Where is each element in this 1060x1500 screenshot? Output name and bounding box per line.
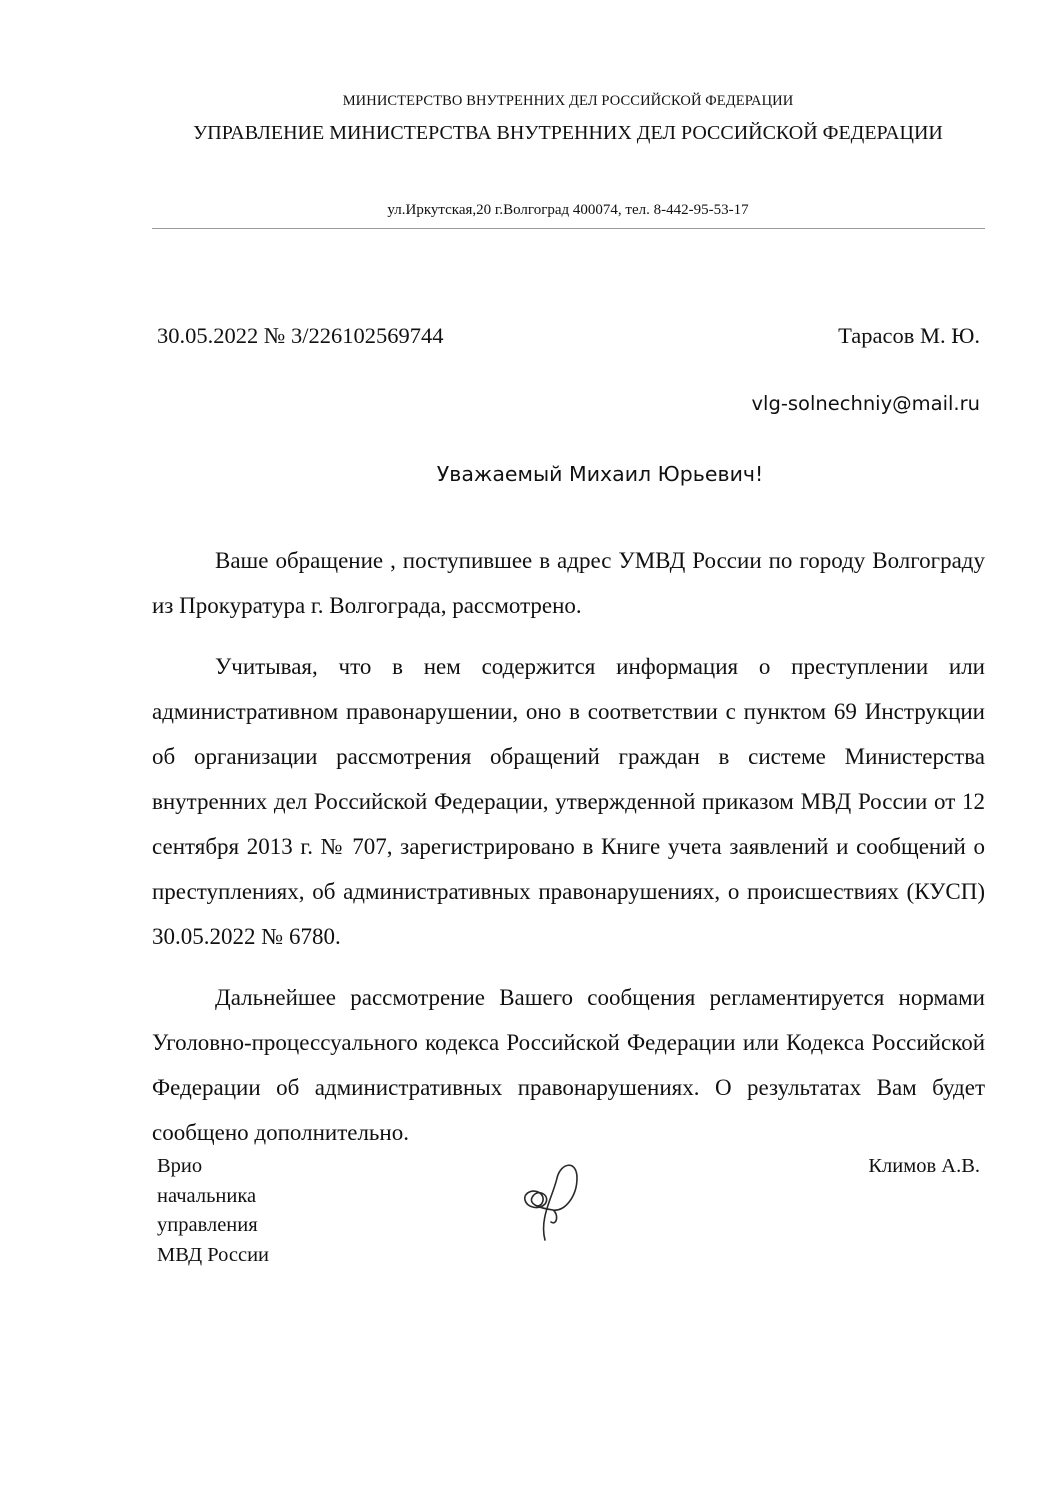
signer-name: Климов А.В. bbox=[868, 1155, 980, 1177]
position-line: Врио bbox=[157, 1155, 203, 1177]
greeting: Уважаемый Михаил Юрьевич! bbox=[436, 462, 764, 486]
handwritten-signature bbox=[487, 1148, 627, 1248]
recipient-email: vlg-solnechniy@mail.ru bbox=[751, 392, 980, 415]
letterhead-address: ул.Иркутская,20 г.Волгоград 400074, тел. 8-442-95-53-17 bbox=[387, 202, 749, 218]
letterhead-divider bbox=[152, 228, 985, 229]
letter-body bbox=[152, 538, 985, 1171]
body-paragraph: Ваше обращение , поступившее в адрес УМВД России по городу Волгограду из Прокуратура г. Волгограда, рассмотрено. bbox=[152, 548, 985, 618]
position-line: МВД России bbox=[157, 1243, 270, 1266]
department-name: УПРАВЛЕНИЕ МИНИСТЕРСТВА ВНУТРЕННИХ ДЕЛ РОССИЙСКОЙ ФЕДЕРАЦИИ bbox=[193, 122, 943, 144]
body-paragraph: Учитывая, что в нем содержится информация о преступлении или административном правонарушении, оно в соответствии с пунктом 69 Инструкции об организации рассмотрения обращений граждан в системе Министерства внутренних дел Российской Федерации, утвержденной приказом МВД России от 12 сентября 2013 г. № 707, зарегистрировано в Книге учета заявлений и сообщений о преступлениях, об административных правонарушениях, о происшествиях (КУСП) 30.05.2022 № 6780. bbox=[152, 654, 985, 949]
position-line: начальника bbox=[157, 1184, 257, 1207]
ministry-name: МИНИСТЕРСТВО ВНУТРЕННИХ ДЕЛ РОССИЙСКОЙ ФЕДЕРАЦИИ bbox=[342, 93, 794, 109]
reference-number: 30.05.2022 № 3/226102569744 bbox=[157, 323, 444, 348]
signatory-position bbox=[157, 1152, 269, 1270]
position-line: управления bbox=[157, 1214, 258, 1236]
body-paragraph: Дальнейшее рассмотрение Вашего сообщения регламентируется нормами Уголовно-процессуального кодекса Российской Федерации или Кодекса Российской Федерации об административных правонарушениях. О результатах Вам будет сообщено дополнительно. bbox=[152, 985, 985, 1145]
recipient-name: Тарасов М. Ю. bbox=[838, 323, 980, 348]
